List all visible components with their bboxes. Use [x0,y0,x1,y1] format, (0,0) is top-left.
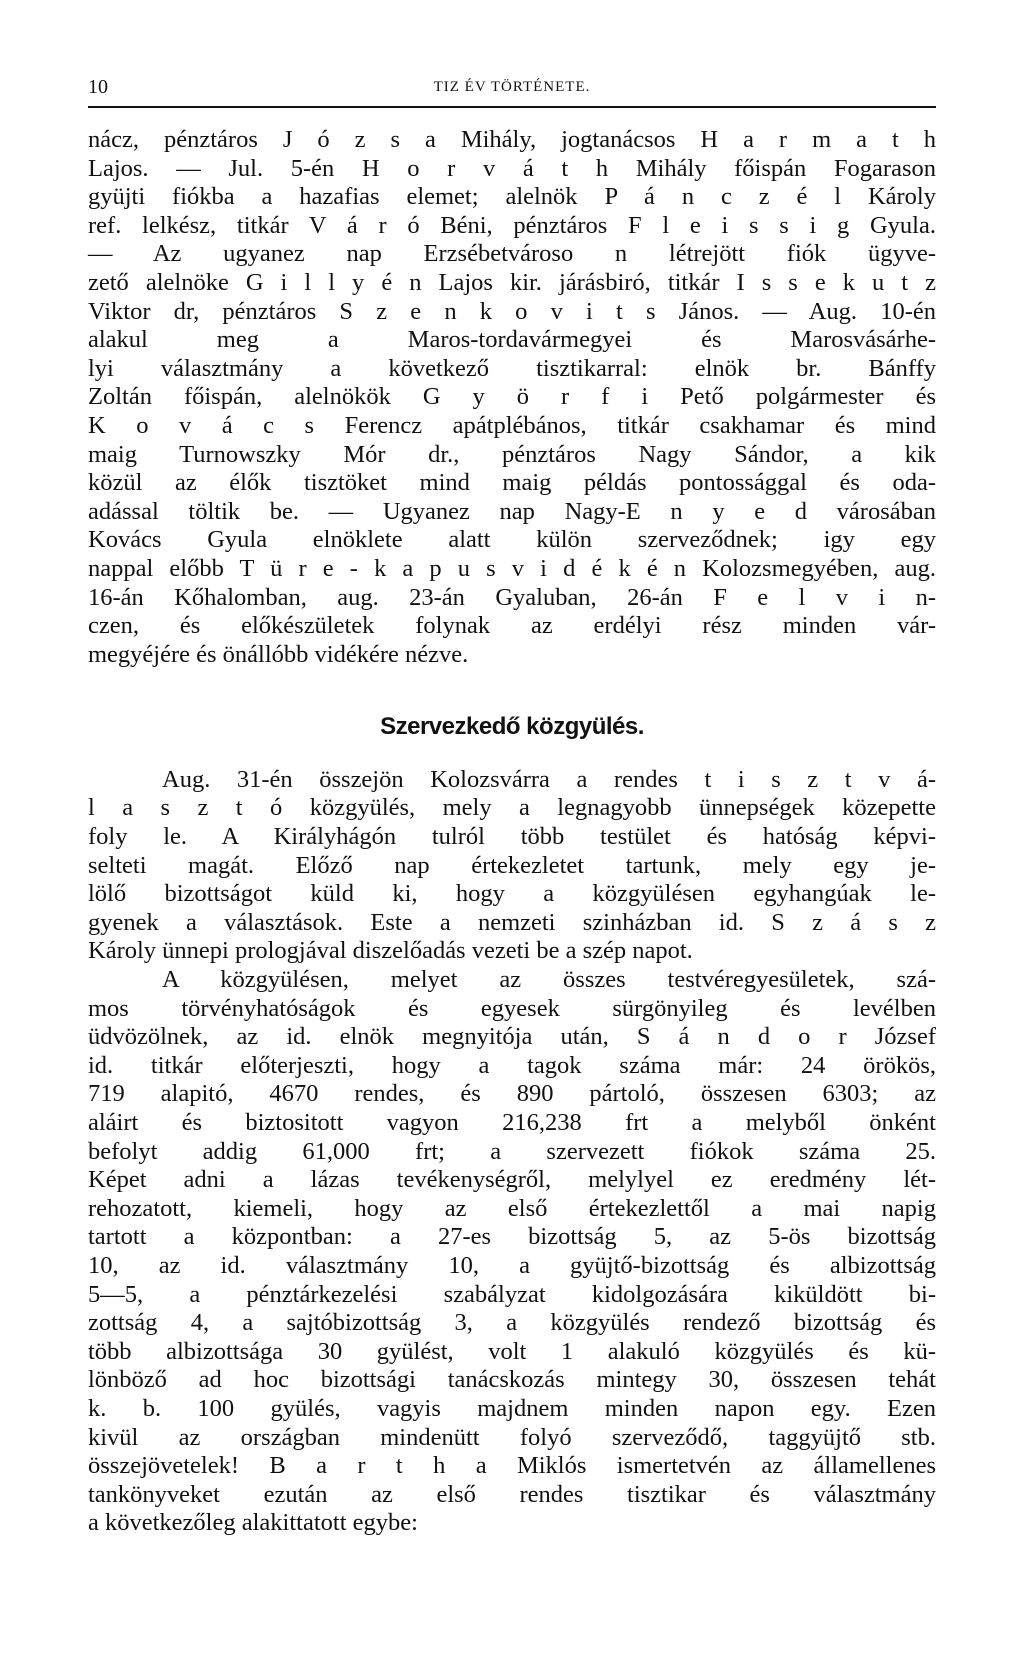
text-line: Kovács Gyula elnöklete alatt külön szerveződnek; igy egy [88,526,936,554]
text-line: — Az ugyanez nap Erzsébetvároso n létrejött fiók ügyve- [88,240,936,268]
text-line: A közgyülésen, melyet az összes testvéregyesületek, szá- [162,966,936,994]
text-line: czen, és előkészületek folynak az erdélyi rész minden vár- [88,612,936,640]
text-line: ref. lelkész, titkár V á r ó Béni, pénztáros F l e i s s i g Gyula. [88,211,936,239]
text-line: Aug. 31-én összejön Kolozsvárra a rendes t i s z t v á- [162,765,936,793]
text-line: nácz, pénztáros J ó z s a Mihály, jogtanácsos H a r m a t h [88,126,936,153]
text-line: tartott a központban: a 27-es bizottság 5, az 5-ös bizottság [88,1223,936,1251]
text-line: 16-án Kőhalomban, aug. 23-án Gyaluban, 26-án F e l v i n- [88,583,936,611]
running-title: TIZ ÉV TÖRTÉNETE. [433,79,591,95]
text-line: a következőleg alakittatott egybe: [88,1509,418,1537]
text-line: alakul meg a Maros-tordavármegyei és Marosvásárhe- [88,326,936,354]
text-line: tankönyveket ezután az első rendes tisztikar és választmány [88,1480,936,1508]
text-line: több albizottsága 30 gyülést, volt 1 alakuló közgyülés és kü- [88,1337,936,1365]
text-line: befolyt addig 61,000 frt; a szervezett fiókok száma 25. [88,1137,936,1165]
text-line: l a s z t ó közgyülés, mely a legnagyobb ünnepségek közepette [88,794,936,822]
text-line: gyenek a választások. Este a nemzeti szinházban id. S z á s z [88,908,936,936]
text-line: maig Turnowszky Mór dr., pénztáros Nagy Sándor, a kik [88,440,936,468]
text-line: adással töltik be. — Ugyanez nap Nagy-E n y e d városában [88,497,936,525]
page-body [88,126,936,1538]
text-line: Lajos. — Jul. 5-én H o r v á t h Mihály főispán Fogarason [88,154,936,182]
text-line: K o v á c s Ferencz apátplébános, titkár csakhamar és mind [88,411,936,439]
text-line: lönböző ad hoc bizottsági tanácskozás mintegy 30, összesen tehát [88,1366,936,1394]
text-line: 5—5, a pénztárkezelési szabályzat kidolgozására kiküldött bi- [88,1280,936,1308]
section-heading: Szervezkedő közgyülés. [380,713,644,741]
text-line: foly le. A Királyhágón tulról több testület és hatóság képvi- [88,823,936,851]
text-line: összejövetelek! B a r t h a Miklós ismertetvén az államellenes [88,1452,936,1480]
text-line: Károly ünnepi prologjával diszelőadás vezeti be a szép napot. [88,937,693,965]
page-header [88,76,936,108]
text-line: Zoltán főispán, alelnökök G y ö r f i Pető polgármester és [88,383,936,411]
paragraph-3 [88,966,936,1538]
text-line: Képet adni a lázas tevékenységről, melylyel ez eredmény lét- [88,1166,936,1194]
paragraph-1 [88,126,936,669]
text-line: közül az élők tisztöket mind maig példás pontossággal és oda- [88,469,936,497]
text-line: zottság 4, a sajtóbizottság 3, a közgyülés rendező bizottság és [88,1309,936,1337]
text-line: Viktor dr, pénztáros S z e n k o v i t s János. — Aug. 10-én [88,297,936,325]
text-line: lyi választmány a következő tisztikarral: elnök br. Bánffy [88,354,936,382]
paragraph-2 [88,766,936,966]
text-line: id. titkár előterjeszti, hogy a tagok száma már: 24 örökös, [88,1051,936,1079]
text-line: nappal előbb T ü r e - k a p u s v i d é k é n Kolozsmegyében, aug. [88,554,936,582]
text-line: k. b. 100 gyülés, vagyis majdnem minden napon egy. Ezen [88,1394,936,1422]
text-line: aláirt és biztositott vagyon 216,238 frt a melyből önként [88,1109,936,1136]
page-number: 10 [88,76,108,98]
text-line: 719 alapitó, 4670 rendes, és 890 pártoló, összesen 6303; az [88,1080,936,1108]
text-line: selteti magát. Előző nap értekezletet tartunk, mely egy je- [88,851,936,879]
text-line: lölő bizottságot küld ki, hogy a közgyülésen egyhangúak le- [88,880,936,908]
text-line: mos törvényhatóságok és egyesek sürgönyileg és levélben [88,994,936,1022]
text-line: rehozatott, kiemeli, hogy az első értekezlettől a mai napig [88,1194,936,1222]
text-line: megyéjére és önállóbb vidékére nézve. [88,640,469,668]
text-line: üdvözölnek, az id. elnök megnyitója után, S á n d o r József [88,1023,936,1051]
text-line: 10, az id. választmány 10, a gyüjtő-bizottság és albizottság [88,1251,936,1279]
text-line: zető alelnöke G i l l y é n Lajos kir. járásbiró, titkár I s s e k u t z [88,268,936,296]
text-line: gyüjti fiókba a hazafias elemet; alelnök P á n c z é l Károly [88,183,936,211]
text-line: kivül az országban mindenütt folyó szerveződő, taggyüjtő stb. [88,1423,936,1451]
